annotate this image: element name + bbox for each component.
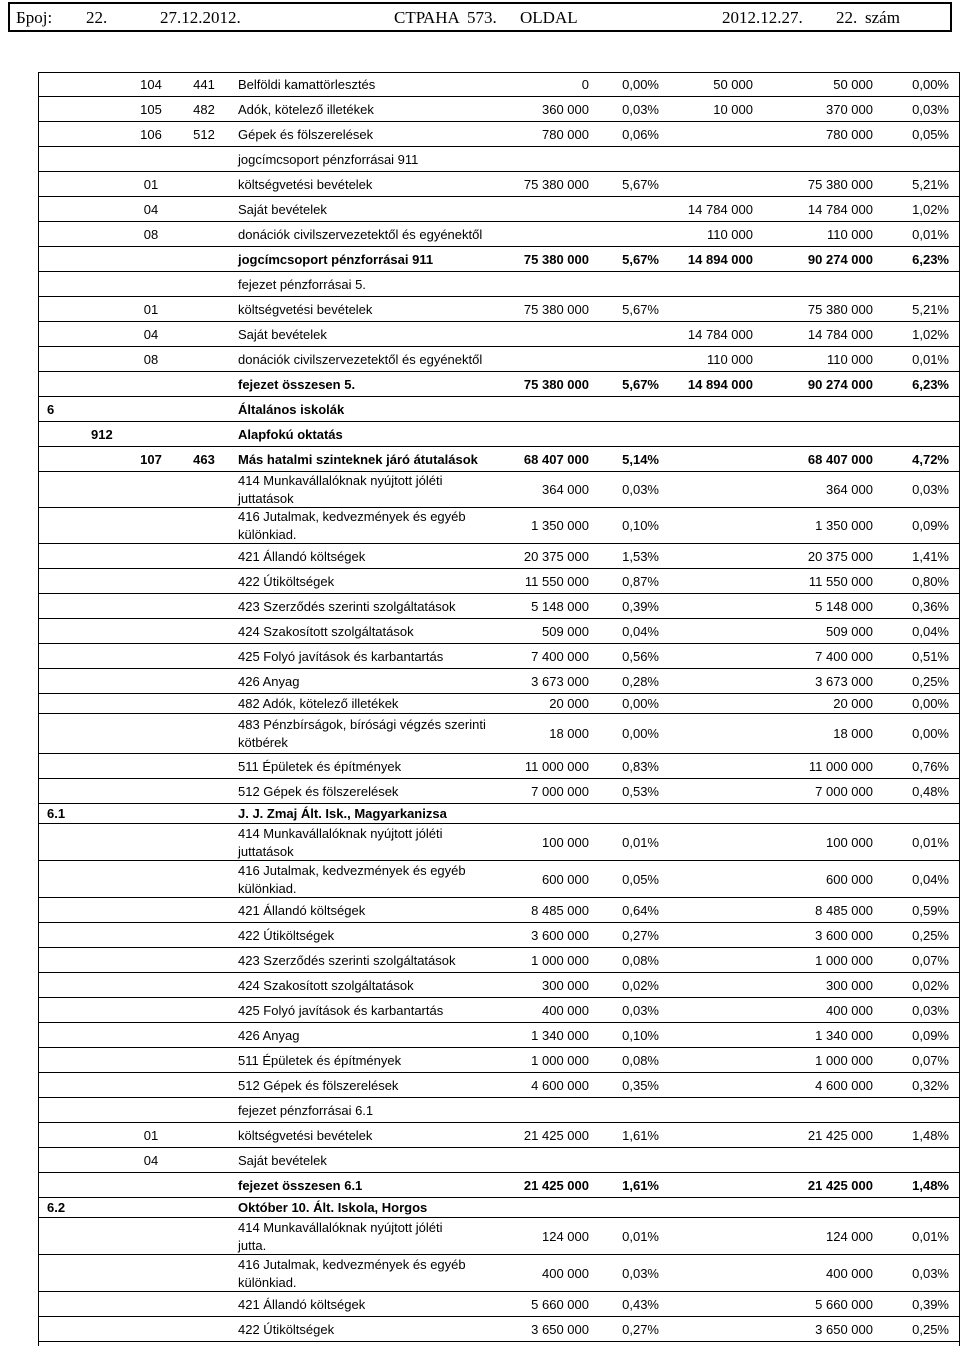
cell-p3: 0,01% bbox=[912, 351, 949, 367]
cell-desc: 422 Útiköltségek bbox=[238, 1321, 335, 1337]
cell-v2: 50 000 bbox=[713, 76, 753, 92]
cell-v3: 124 000 bbox=[826, 1228, 873, 1244]
header-szam: szám bbox=[865, 8, 900, 27]
table-row bbox=[39, 669, 959, 694]
cell-v1: 18 000 bbox=[549, 726, 589, 741]
cell-n1: 01 bbox=[143, 1127, 159, 1143]
header-broj: Број: bbox=[16, 8, 53, 27]
cell-v1: 75 380 000 bbox=[523, 301, 589, 317]
cell-desc: 414 Munkavállalóknak nyújtott jóléti jutta. bbox=[238, 1219, 443, 1253]
cell-p1: 0,08% bbox=[622, 1052, 659, 1068]
cell-n1: 04 bbox=[143, 201, 159, 217]
cell-v1: 100 000 bbox=[542, 834, 589, 850]
cell-v1: 400 000 bbox=[542, 1265, 589, 1281]
cell-n2: 463 bbox=[193, 451, 215, 467]
cell-p3: 0,09% bbox=[912, 1027, 949, 1043]
cell-p1: 0,06% bbox=[622, 126, 659, 142]
cell-v1: 75 380 000 bbox=[523, 176, 589, 192]
header-issue-number-hu: 22. bbox=[836, 8, 858, 27]
cell-p3: 0,05% bbox=[912, 126, 949, 142]
cell-p3: 0,01% bbox=[912, 1228, 949, 1244]
header-issue-number: 22. bbox=[86, 8, 108, 27]
cell-p1: 0,56% bbox=[622, 648, 659, 664]
cell-v3: 3 600 000 bbox=[815, 927, 873, 943]
cell-v3: 14 784 000 bbox=[807, 326, 873, 342]
header-oldal: OLDAL bbox=[520, 8, 578, 27]
table-row bbox=[39, 397, 959, 422]
cell-desc: 422 Útiköltségek bbox=[238, 927, 335, 943]
table-row bbox=[39, 569, 959, 594]
cell-desc: 416 Jutalmak, kedvezmények és egyéb különkiad. bbox=[238, 509, 466, 542]
table-row bbox=[39, 197, 959, 222]
cell-v1: 20 000 bbox=[549, 696, 589, 711]
cell-v3: 5 148 000 bbox=[815, 598, 873, 614]
cell-v3: 5 660 000 bbox=[815, 1296, 873, 1312]
cell-v3: 8 485 000 bbox=[815, 902, 873, 918]
cell-p3: 0,32% bbox=[912, 1077, 949, 1093]
table-row bbox=[39, 1148, 959, 1173]
cell-v1: 600 000 bbox=[542, 871, 589, 887]
header-page-number: 573. bbox=[467, 8, 497, 27]
cell-v3: 11 000 000 bbox=[808, 758, 873, 774]
table-row bbox=[39, 714, 959, 754]
table-row bbox=[39, 948, 959, 973]
cell-n1: 107 bbox=[140, 451, 162, 467]
cell-desc: 414 Munkavállalóknak nyújtott jóléti juttatások bbox=[238, 473, 443, 506]
table-row bbox=[39, 1048, 959, 1073]
cell-p1: 0,03% bbox=[622, 1265, 659, 1281]
cell-p1: 0,53% bbox=[622, 783, 659, 799]
table-row bbox=[39, 447, 959, 472]
cell-v3: 50 000 bbox=[833, 76, 873, 92]
cell-p3: 0,51% bbox=[912, 648, 949, 664]
cell-p3: 1,02% bbox=[912, 326, 949, 342]
cell-v1: 1 000 000 bbox=[531, 1052, 589, 1068]
cell-p3: 1,02% bbox=[912, 201, 949, 217]
cell-v1: 4 600 000 bbox=[531, 1077, 589, 1093]
cell-n1: 105 bbox=[140, 101, 162, 117]
cell-v2: 14 784 000 bbox=[687, 326, 753, 342]
table-row bbox=[39, 998, 959, 1023]
cell-v3: 20 000 bbox=[833, 696, 873, 711]
table-row bbox=[39, 72, 959, 97]
cell-desc: donációk civilszervezetektől és egyénektől bbox=[238, 226, 483, 242]
cell-p1: 0,03% bbox=[622, 482, 659, 497]
cell-v3: 11 550 000 bbox=[808, 573, 873, 589]
cell-v1: 75 380 000 bbox=[523, 251, 589, 267]
cell-p1: 5,67% bbox=[622, 301, 659, 317]
cell-desc: 424 Szakosított szolgáltatások bbox=[238, 977, 414, 993]
cell-v3: 14 784 000 bbox=[807, 201, 873, 217]
header-date-hu: 2012.12.27. bbox=[722, 8, 803, 27]
cell-v3: 400 000 bbox=[826, 1002, 873, 1018]
cell-desc: 512 Gépek és fölszerelések bbox=[238, 1077, 399, 1093]
table-row bbox=[39, 222, 959, 247]
cell-desc: jogcímcsoport pénzforrásai 911 bbox=[238, 151, 419, 167]
cell-p1: 5,67% bbox=[622, 376, 659, 392]
cell-v3: 90 274 000 bbox=[807, 251, 873, 267]
cell-desc: Általános iskolák bbox=[238, 401, 345, 417]
cell-v1: 300 000 bbox=[542, 977, 589, 993]
cell-p1: 0,00% bbox=[622, 726, 659, 741]
cell-desc: 424 Szakosított szolgáltatások bbox=[238, 623, 414, 639]
cell-v1: 5 148 000 bbox=[531, 598, 589, 614]
cell-v3: 4 600 000 bbox=[815, 1077, 873, 1093]
cell-v1: 780 000 bbox=[542, 126, 589, 142]
cell-desc: 416 Jutalmak, kedvezmények és egyéb különkiad. bbox=[238, 1256, 466, 1290]
cell-p3: 1,48% bbox=[912, 1177, 949, 1193]
table-row bbox=[39, 973, 959, 998]
cell-desc: Alapfokú oktatás bbox=[238, 426, 343, 442]
cell-desc: 483 Pénzbírságok, bírósági végzés szerinti kötbérek bbox=[238, 717, 486, 750]
table-row bbox=[39, 644, 959, 669]
table-row bbox=[39, 861, 959, 898]
cell-v3: 364 000 bbox=[826, 482, 873, 497]
cell-v2: 10 000 bbox=[713, 101, 753, 117]
cell-p3: 1,48% bbox=[912, 1127, 949, 1143]
cell-p1: 0,10% bbox=[622, 518, 659, 533]
cell-p1: 5,67% bbox=[622, 251, 659, 267]
cell-p1: 0,27% bbox=[622, 927, 659, 943]
cell-n2: 512 bbox=[193, 126, 215, 142]
table-row bbox=[39, 619, 959, 644]
cell-p1: 0,35% bbox=[622, 1077, 659, 1093]
table-row bbox=[39, 147, 959, 172]
table-row bbox=[39, 122, 959, 147]
table-row bbox=[39, 1073, 959, 1098]
cell-n1: 104 bbox=[140, 76, 162, 92]
cell-p3: 6,23% bbox=[912, 376, 949, 392]
table-row bbox=[39, 1255, 959, 1292]
cell-p3: 0,04% bbox=[912, 871, 949, 887]
cell-desc: 426 Anyag bbox=[238, 1027, 300, 1043]
cell-v3: 20 375 000 bbox=[807, 548, 873, 564]
table-row bbox=[39, 779, 959, 804]
cell-p3: 0,48% bbox=[912, 783, 949, 799]
cell-v1: 509 000 bbox=[542, 623, 589, 639]
cell-desc: Saját bevételek bbox=[238, 326, 327, 342]
cell-v3: 90 274 000 bbox=[807, 376, 873, 392]
cell-p1: 5,14% bbox=[622, 451, 659, 467]
cell-p3: 0,02% bbox=[912, 977, 949, 993]
cell-p1: 1,53% bbox=[622, 548, 659, 564]
cell-v3: 1 340 000 bbox=[815, 1027, 873, 1043]
table-row bbox=[39, 1173, 959, 1198]
cell-p1: 0,43% bbox=[622, 1296, 659, 1312]
cell-desc: 426 Anyag bbox=[238, 673, 300, 689]
cell-desc: fejezet összesen 5. bbox=[238, 376, 356, 392]
table-row bbox=[39, 694, 959, 714]
cell-desc: jogcímcsoport pénzforrásai 911 bbox=[238, 251, 434, 267]
cell-v3: 300 000 bbox=[826, 977, 873, 993]
cell-p3: 0,00% bbox=[912, 696, 949, 711]
cell-v2: 110 000 bbox=[706, 351, 753, 367]
table-row bbox=[39, 1292, 959, 1317]
cell-p3: 4,72% bbox=[912, 451, 949, 467]
cell-v3: 21 425 000 bbox=[807, 1127, 873, 1143]
cell-n1: 106 bbox=[140, 126, 162, 142]
table-row bbox=[39, 1198, 959, 1218]
cell-p3: 5,21% bbox=[912, 176, 949, 192]
cell-v1: 400 000 bbox=[542, 1002, 589, 1018]
cell-desc: J. J. Zmaj Ált. Isk., Magyarkanizsa bbox=[238, 806, 447, 821]
cell-p1: 0,00% bbox=[622, 696, 659, 711]
cell-desc: 414 Munkavállalóknak nyújtott jóléti juttatások bbox=[238, 825, 443, 859]
cell-p3: 0,01% bbox=[912, 834, 949, 850]
cell-v1: 68 407 000 bbox=[523, 451, 589, 467]
cell-n1: 01 bbox=[143, 301, 159, 317]
cell-v1: 1 000 000 bbox=[531, 952, 589, 968]
cell-p3: 0,03% bbox=[912, 101, 949, 117]
cell-v1: 3 673 000 bbox=[531, 673, 589, 689]
cell-v3: 75 380 000 bbox=[807, 176, 873, 192]
cell-v3: 1 000 000 bbox=[815, 1052, 873, 1068]
cell-desc: 482 Adók, kötelező illetékek bbox=[238, 696, 399, 711]
cell-v1: 1 340 000 bbox=[531, 1027, 589, 1043]
cell-p3: 0,03% bbox=[912, 482, 949, 497]
cell-n2: 441 bbox=[193, 76, 215, 92]
cell-p1: 0,01% bbox=[622, 834, 659, 850]
cell-p1: 0,10% bbox=[622, 1027, 659, 1043]
cell-n2: 482 bbox=[193, 101, 215, 117]
cell-v3: 3 650 000 bbox=[815, 1321, 873, 1337]
table-row bbox=[39, 1023, 959, 1048]
cell-v2: 14 894 000 bbox=[687, 376, 753, 392]
cell-v1: 11 550 000 bbox=[524, 573, 589, 589]
cell-p3: 0,03% bbox=[912, 1265, 949, 1281]
cell-sec: 6 bbox=[47, 401, 55, 417]
cell-v3: 21 425 000 bbox=[807, 1177, 873, 1193]
table-row bbox=[39, 172, 959, 197]
cell-v1: 75 380 000 bbox=[523, 376, 589, 392]
table-row bbox=[39, 372, 959, 397]
cell-p3: 0,25% bbox=[912, 673, 949, 689]
cell-desc: költségvetési bevételek bbox=[238, 1127, 373, 1143]
cell-p3: 0,39% bbox=[912, 1296, 949, 1312]
cell-p1: 0,27% bbox=[622, 1321, 659, 1337]
header-strana: СТРАНА bbox=[394, 8, 460, 27]
cell-v1: 21 425 000 bbox=[523, 1127, 589, 1143]
table-row bbox=[39, 1317, 959, 1342]
cell-v1: 3 600 000 bbox=[531, 927, 589, 943]
cell-n1: 08 bbox=[143, 226, 159, 242]
cell-p1: 0,64% bbox=[622, 902, 659, 918]
cell-p3: 1,41% bbox=[912, 548, 949, 564]
table-row bbox=[39, 508, 959, 544]
cell-p3: 0,00% bbox=[912, 726, 949, 741]
cell-sec: 6.1 bbox=[47, 806, 66, 821]
cell-p1: 0,28% bbox=[622, 673, 659, 689]
table-row bbox=[39, 1123, 959, 1148]
table-row bbox=[39, 923, 959, 948]
table-row bbox=[39, 804, 959, 824]
cell-p1: 0,87% bbox=[622, 573, 659, 589]
cell-v3: 68 407 000 bbox=[807, 451, 873, 467]
cell-sec: 6.2 bbox=[47, 1200, 66, 1215]
cell-p1: 1,61% bbox=[622, 1127, 659, 1143]
cell-desc: 423 Szerződés szerinti szolgáltatások bbox=[238, 952, 456, 968]
cell-v3: 7 000 000 bbox=[815, 783, 873, 799]
cell-v3: 7 400 000 bbox=[815, 648, 873, 664]
table-row bbox=[39, 824, 959, 861]
cell-v1: 0 bbox=[581, 76, 589, 92]
cell-desc: Gépek és fölszerelések bbox=[238, 126, 374, 142]
cell-desc: 423 Szerződés szerinti szolgáltatások bbox=[238, 598, 456, 614]
cell-v1: 364 000 bbox=[542, 482, 589, 497]
cell-desc: fejezet összesen 6.1 bbox=[238, 1177, 363, 1193]
cell-v2: 14 784 000 bbox=[687, 201, 753, 217]
cell-p3: 0,07% bbox=[912, 952, 949, 968]
table-row bbox=[39, 347, 959, 372]
cell-p1: 1,61% bbox=[622, 1177, 659, 1193]
cell-desc: 421 Állandó költségek bbox=[238, 1296, 366, 1312]
cell-v2: 14 894 000 bbox=[687, 251, 753, 267]
cell-p3: 0,25% bbox=[912, 927, 949, 943]
cell-desc: 511 Épületek és építmények bbox=[238, 758, 402, 774]
cell-desc: 421 Állandó költségek bbox=[238, 548, 366, 564]
cell-v3: 110 000 bbox=[826, 226, 873, 242]
cell-desc: 425 Folyó javítások és karbantartás bbox=[238, 1002, 444, 1018]
cell-desc: 425 Folyó javítások és karbantartás bbox=[238, 648, 444, 664]
table-row bbox=[39, 898, 959, 923]
cell-v1: 5 660 000 bbox=[531, 1296, 589, 1312]
cell-desc: 511 Épületek és építmények bbox=[238, 1052, 402, 1068]
cell-v1: 11 000 000 bbox=[524, 758, 589, 774]
cell-v3: 110 000 bbox=[826, 351, 873, 367]
cell-v1: 360 000 bbox=[542, 101, 589, 117]
cell-p1: 0,03% bbox=[622, 1002, 659, 1018]
cell-v3: 370 000 bbox=[826, 101, 873, 117]
cell-p3: 0,25% bbox=[912, 1321, 949, 1337]
cell-sub: 912 bbox=[91, 426, 113, 442]
table-row bbox=[39, 544, 959, 569]
cell-desc: Saját bevételek bbox=[238, 1152, 327, 1168]
cell-desc: Belföldi kamattörlesztés bbox=[238, 76, 376, 92]
cell-p1: 0,39% bbox=[622, 598, 659, 614]
cell-v3: 1 350 000 bbox=[815, 518, 873, 533]
cell-v1: 7 000 000 bbox=[531, 783, 589, 799]
cell-n1: 04 bbox=[143, 326, 159, 342]
page-header bbox=[8, 2, 952, 32]
cell-desc: Más hatalmi szinteknek járó átutalások bbox=[238, 451, 478, 467]
table-row bbox=[39, 754, 959, 779]
cell-p3: 0,80% bbox=[912, 573, 949, 589]
cell-n1: 04 bbox=[143, 1152, 159, 1168]
cell-p3: 5,21% bbox=[912, 301, 949, 317]
cell-p1: 0,02% bbox=[622, 977, 659, 993]
cell-p3: 0,04% bbox=[912, 623, 949, 639]
cell-v3: 3 673 000 bbox=[815, 673, 873, 689]
cell-desc: Október 10. Ált. Iskola, Horgos bbox=[238, 1200, 428, 1215]
cell-p1: 0,04% bbox=[622, 623, 659, 639]
table-row bbox=[39, 272, 959, 297]
cell-p3: 0,01% bbox=[912, 226, 949, 242]
cell-p3: 0,59% bbox=[912, 902, 949, 918]
cell-p1: 0,01% bbox=[622, 1228, 659, 1244]
table-row bbox=[39, 1098, 959, 1123]
cell-v1: 21 425 000 bbox=[523, 1177, 589, 1193]
cell-desc: fejezet pénzforrásai 5. bbox=[238, 276, 366, 292]
table-row bbox=[39, 594, 959, 619]
cell-desc: Adók, kötelező illetékek bbox=[238, 101, 374, 117]
cell-p3: 0,03% bbox=[912, 1002, 949, 1018]
cell-p3: 0,76% bbox=[912, 758, 949, 774]
cell-desc: költségvetési bevételek bbox=[238, 301, 373, 317]
cell-v3: 18 000 bbox=[833, 726, 873, 741]
cell-v1: 124 000 bbox=[542, 1228, 589, 1244]
cell-n1: 08 bbox=[143, 351, 159, 367]
cell-desc: Saját bevételek bbox=[238, 201, 327, 217]
cell-p1: 0,00% bbox=[622, 76, 659, 92]
table-row bbox=[39, 247, 959, 272]
table-row bbox=[39, 1218, 959, 1255]
cell-v1: 8 485 000 bbox=[531, 902, 589, 918]
cell-p1: 5,67% bbox=[622, 176, 659, 192]
cell-v3: 100 000 bbox=[826, 834, 873, 850]
cell-v1: 20 375 000 bbox=[523, 548, 589, 564]
cell-desc: költségvetési bevételek bbox=[238, 176, 373, 192]
cell-desc: 416 Jutalmak, kedvezmények és egyéb különkiad. bbox=[238, 862, 466, 896]
table-row bbox=[39, 297, 959, 322]
cell-p1: 0,03% bbox=[622, 101, 659, 117]
cell-v3: 600 000 bbox=[826, 871, 873, 887]
cell-p1: 0,83% bbox=[622, 758, 659, 774]
cell-v3: 509 000 bbox=[826, 623, 873, 639]
cell-p3: 0,36% bbox=[912, 598, 949, 614]
table-row bbox=[39, 322, 959, 347]
cell-v2: 110 000 bbox=[706, 226, 753, 242]
table-row bbox=[39, 472, 959, 508]
cell-v1: 7 400 000 bbox=[531, 648, 589, 664]
header-date: 27.12.2012. bbox=[160, 8, 241, 27]
cell-desc: 512 Gépek és fölszerelések bbox=[238, 783, 399, 799]
cell-n1: 01 bbox=[143, 176, 159, 192]
cell-p3: 0,09% bbox=[912, 518, 949, 533]
table-row bbox=[39, 422, 959, 447]
cell-desc: donációk civilszervezetektől és egyénektől bbox=[238, 351, 483, 367]
cell-v3: 1 000 000 bbox=[815, 952, 873, 968]
row-divider bbox=[39, 1341, 959, 1342]
cell-v3: 75 380 000 bbox=[807, 301, 873, 317]
cell-p1: 0,08% bbox=[622, 952, 659, 968]
cell-v1: 3 650 000 bbox=[531, 1321, 589, 1337]
cell-v3: 400 000 bbox=[826, 1265, 873, 1281]
cell-p3: 0,07% bbox=[912, 1052, 949, 1068]
cell-desc: 422 Útiköltségek bbox=[238, 573, 335, 589]
cell-p1: 0,05% bbox=[622, 871, 659, 887]
cell-v1: 1 350 000 bbox=[531, 518, 589, 533]
cell-desc: fejezet pénzforrásai 6.1 bbox=[238, 1102, 374, 1118]
cell-v3: 780 000 bbox=[826, 126, 873, 142]
cell-desc: 421 Állandó költségek bbox=[238, 902, 366, 918]
table-row bbox=[39, 97, 959, 122]
cell-p3: 6,23% bbox=[912, 251, 949, 267]
cell-p3: 0,00% bbox=[912, 76, 949, 92]
